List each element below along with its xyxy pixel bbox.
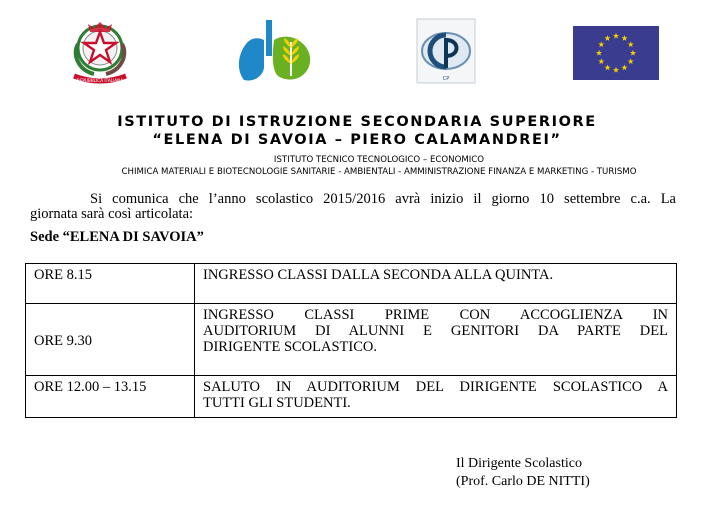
activity-cell — [195, 264, 677, 304]
school-subname-line: “ELENA DI SAVOIA – PIERO CALAMANDREI” — [152, 132, 562, 148]
table-row — [26, 264, 677, 304]
school-type-line: ISTITUTO TECNICO TECNOLOGICO – ECONOMICO — [273, 155, 485, 165]
time-cell: ORE 9.30 — [26, 304, 195, 376]
activity-line: INGRESSO CLASSI PRIME CON ACCOGLIENZA IN — [203, 307, 668, 323]
schedule-table — [25, 263, 677, 418]
activity-line: DIRIGENTE SCOLASTICO. — [203, 339, 377, 355]
school-courses-line: CHIMICA MATERIALI E BIOTECNOLOGIE SANITARIE - AMBIENTALI - AMMINISTRAZIONE FINANZA E MARKETING - TURISMO — [121, 167, 637, 177]
intro-line-1: Si comunica che l’anno scolastico 2015/2016 avrà inizio il giorno 10 settembre c.a. La — [90, 191, 676, 207]
cp-school-logo — [416, 18, 476, 84]
school-name-line: ISTITUTO DI ISTRUZIONE SECONDARIA SUPERIORE — [117, 114, 597, 130]
intro-line-2: giornata sarà così articolata: — [30, 206, 194, 222]
time-cell: ORE 12.00 – 13.15 — [26, 376, 195, 418]
activity-line: AUDITORIUM DI ALUNNI E GENITORI DA PARTE DEL — [203, 323, 668, 339]
activity-cell — [195, 304, 677, 376]
italian-republic-emblem — [64, 14, 136, 84]
health-school-logo — [230, 20, 316, 84]
activity-cell — [195, 376, 677, 418]
cp-logo-text: CP — [442, 76, 450, 82]
sede-heading: Sede “ELENA DI SAVOIA” — [30, 229, 204, 245]
activity-line: INGRESSO CLASSI DALLA SECONDA ALLA QUINTA. — [203, 267, 554, 283]
signature-title: Il Dirigente Scolastico — [456, 456, 582, 471]
time-cell: ORE 8.15 — [26, 264, 195, 304]
emblem-ribbon-text: REPUBBLICA ITALIANA — [76, 78, 124, 83]
activity-line: SALUTO IN AUDITORIUM DEL DIRIGENTE SCOLASTICO A — [203, 379, 668, 395]
intro-paragraph — [30, 192, 676, 222]
activity-line: TUTTI GLI STUDENTI. — [203, 395, 351, 411]
signature-name: (Prof. Carlo DE NITTI) — [456, 474, 590, 489]
signature-block — [456, 455, 626, 491]
eu-flag — [573, 26, 659, 80]
table-row — [26, 376, 677, 418]
table-row — [26, 304, 677, 376]
